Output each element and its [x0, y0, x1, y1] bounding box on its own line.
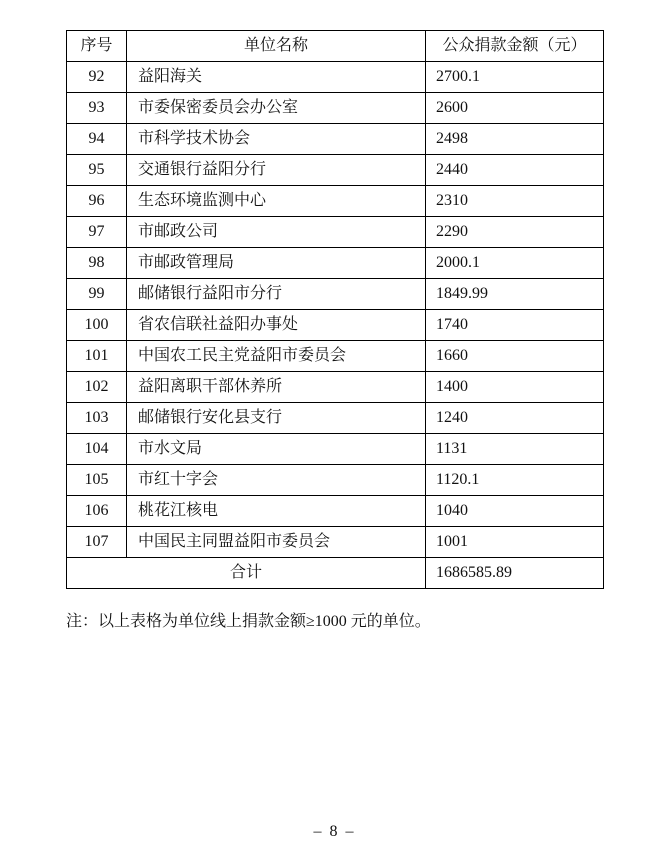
- cell-index: 95: [67, 155, 127, 186]
- cell-amount: 1040: [426, 496, 604, 527]
- cell-amount: 2000.1: [426, 248, 604, 279]
- cell-unit-name: 益阳海关: [127, 62, 426, 93]
- cell-amount: 1001: [426, 527, 604, 558]
- cell-amount: 2700.1: [426, 62, 604, 93]
- cell-index: 106: [67, 496, 127, 527]
- cell-index: 104: [67, 434, 127, 465]
- table-row: [67, 372, 604, 403]
- table-row: [67, 62, 604, 93]
- cell-amount: 2290: [426, 217, 604, 248]
- cell-index: 92: [67, 62, 127, 93]
- header-unit-name: 单位名称: [127, 31, 426, 62]
- donation-table: [66, 30, 604, 589]
- table-row: [67, 341, 604, 372]
- cell-unit-name: 益阳离职干部休养所: [127, 372, 426, 403]
- table-row: [67, 155, 604, 186]
- cell-index: 97: [67, 217, 127, 248]
- header-amount: 公众捐款金额（元）: [426, 31, 604, 62]
- cell-amount: 1400: [426, 372, 604, 403]
- cell-unit-name: 生态环境监测中心: [127, 186, 426, 217]
- table-row: [67, 217, 604, 248]
- table-row: [67, 403, 604, 434]
- cell-index: 102: [67, 372, 127, 403]
- cell-amount: 2498: [426, 124, 604, 155]
- cell-unit-name: 市委保密委员会办公室: [127, 93, 426, 124]
- cell-unit-name: 市邮政公司: [127, 217, 426, 248]
- cell-index: 93: [67, 93, 127, 124]
- table-row: [67, 527, 604, 558]
- table-row: [67, 434, 604, 465]
- table-row: [67, 124, 604, 155]
- total-row: [67, 558, 604, 589]
- footnote-text: 注：以上表格为单位线上捐款金额≥1000 元的单位。: [66, 613, 431, 630]
- cell-unit-name: 桃花江核电: [127, 496, 426, 527]
- table-row: [67, 186, 604, 217]
- cell-amount: 2600: [426, 93, 604, 124]
- table-row: [67, 93, 604, 124]
- cell-amount: 1849.99: [426, 279, 604, 310]
- header-index: 序号: [67, 31, 127, 62]
- cell-unit-name: 市邮政管理局: [127, 248, 426, 279]
- cell-index: 101: [67, 341, 127, 372]
- table-row: [67, 496, 604, 527]
- cell-amount: 1660: [426, 341, 604, 372]
- cell-unit-name: 市科学技术协会: [127, 124, 426, 155]
- cell-amount: 2440: [426, 155, 604, 186]
- cell-unit-name: 邮储银行安化县支行: [127, 403, 426, 434]
- cell-unit-name: 中国民主同盟益阳市委员会: [127, 527, 426, 558]
- cell-index: 96: [67, 186, 127, 217]
- cell-index: 105: [67, 465, 127, 496]
- cell-amount: 1240: [426, 403, 604, 434]
- table-header-row: [67, 31, 604, 62]
- cell-unit-name: 市水文局: [127, 434, 426, 465]
- cell-amount: 1120.1: [426, 465, 604, 496]
- page-number: – 8 –: [313, 823, 356, 840]
- cell-amount: 1131: [426, 434, 604, 465]
- cell-unit-name: 邮储银行益阳市分行: [127, 279, 426, 310]
- cell-unit-name: 交通银行益阳分行: [127, 155, 426, 186]
- cell-unit-name: 省农信联社益阳办事处: [127, 310, 426, 341]
- cell-unit-name: 中国农工民主党益阳市委员会: [127, 341, 426, 372]
- cell-amount: 1740: [426, 310, 604, 341]
- cell-index: 94: [67, 124, 127, 155]
- table-row: [67, 310, 604, 341]
- table-row: [67, 465, 604, 496]
- total-amount: 1686585.89: [426, 558, 604, 589]
- cell-index: 99: [67, 279, 127, 310]
- total-label: 合计: [67, 558, 426, 589]
- cell-index: 100: [67, 310, 127, 341]
- cell-amount: 2310: [426, 186, 604, 217]
- cell-index: 103: [67, 403, 127, 434]
- table-row: [67, 279, 604, 310]
- cell-index: 98: [67, 248, 127, 279]
- table-body: [67, 62, 604, 558]
- cell-unit-name: 市红十字会: [127, 465, 426, 496]
- cell-index: 107: [67, 527, 127, 558]
- table-row: [67, 248, 604, 279]
